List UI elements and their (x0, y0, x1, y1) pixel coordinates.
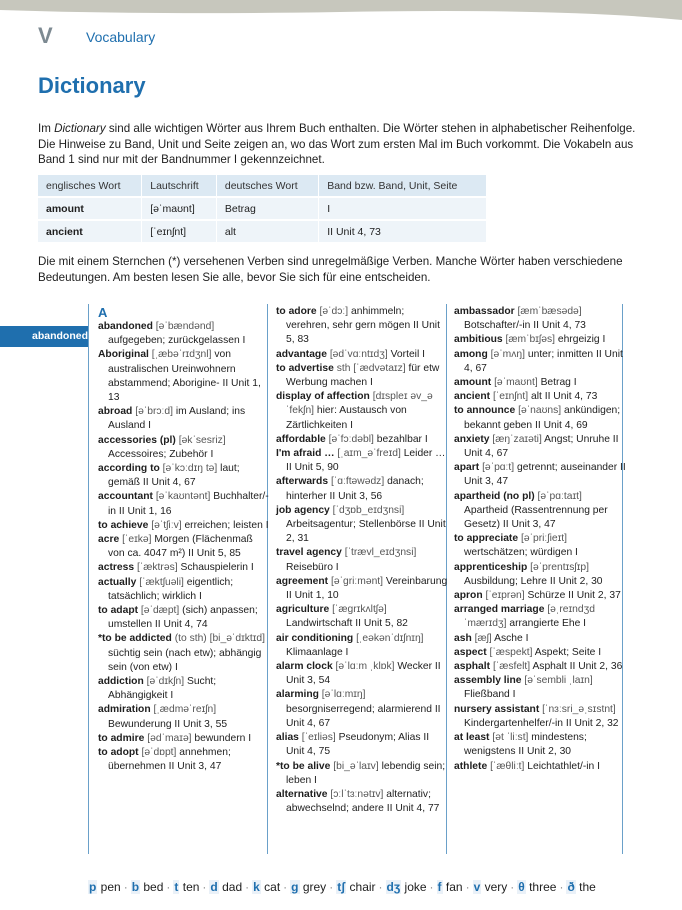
entry-word: ancient (454, 391, 491, 403)
entry-translation: süchtig sein (nach etw); abhängig sein (von etw) I (108, 647, 262, 673)
entry-translation: laut; gemäß II Unit 4, 67 (108, 463, 240, 489)
entry-phonetic: [ˈnɜːsri_əˌsɪstnt] (542, 703, 616, 715)
entry-phonetic: [æmˈbɪʃəs] (505, 334, 555, 346)
entry-word: arranged marriage (454, 604, 545, 616)
dictionary-entry (98, 519, 270, 533)
entry-phonetic: (to sth) [bi_əˈdɪktɪd] (174, 633, 266, 645)
entry-phonetic: sth [ˈædvətaɪz] (336, 362, 406, 374)
entry-translation: Landwirtschaft II Unit 5, 82 (286, 618, 408, 630)
entry-word: alarm clock (276, 661, 333, 673)
entry-phonetic: [æmˈbæsədə] (517, 306, 582, 317)
entry-translation: Reisebüro I (286, 561, 339, 573)
entry-word: apprenticeship (454, 561, 528, 573)
entry-translation: hier: Austausch von Zärtlichkeiten I (286, 405, 407, 431)
entry-translation: Fließband I (464, 689, 516, 701)
entry-translation: Sucht; Abhängigkeit I (108, 676, 217, 702)
entry-phonetic: [ˌædməˈreɪʃn] (153, 704, 217, 716)
dictionary-entry (454, 390, 626, 404)
entry-word: according to (98, 463, 160, 475)
footer-separator: · (329, 880, 334, 894)
table-cell-ref: II Unit 4, 73 (319, 220, 487, 243)
entry-translation: für etw Werbung machen I (286, 362, 440, 389)
entry-translation: getrennt; auseinander II Unit 3, 47 (464, 462, 626, 488)
dictionary-entry (454, 603, 626, 631)
footer-separator: · (283, 880, 288, 894)
dictionary-entry (276, 731, 448, 759)
entry-translation: von australischen Ureinwohnern abstammend; Aborigine- II Unit 1, 13 (108, 349, 261, 404)
entry-translation: Apartheid (Rassentrennung per Gesetz) II Unit 3, 47 (464, 504, 608, 531)
letter-heading: A (98, 305, 108, 320)
section-name: Vocabulary (86, 29, 156, 45)
entry-translation: Vereinbarung II Unit 1, 10 (286, 575, 448, 602)
dictionary-entry (98, 703, 270, 731)
phonetic-symbol: θ (518, 880, 525, 894)
entry-word: athlete (454, 760, 488, 772)
entry-word: afterwards (276, 476, 329, 488)
dictionary-entry (276, 546, 448, 574)
dictionary-entry (276, 575, 448, 603)
entry-phonetic: [əˈgriːmənt] (330, 575, 384, 587)
entry-phonetic: [dɪspleɪ əv_əˈfekʃn] (286, 391, 433, 417)
entry-word: to achieve (98, 519, 149, 531)
dictionary-entry (454, 490, 626, 533)
entry-translation: Aspekt; Seite I (534, 646, 602, 658)
dictionary-entry (454, 703, 626, 731)
dictionary-entry (454, 561, 626, 589)
phonetic-example-word: dad (218, 880, 243, 894)
entry-phonetic: [əˈlɑːmɪŋ] (321, 689, 366, 701)
footer-separator: · (245, 880, 250, 894)
entry-phonetic: [ˌæbəˈrɪdʒnl] (151, 349, 212, 361)
entry-translation: mindestens; wenigstens II Unit 2, 30 (464, 732, 587, 758)
phonetic-symbol: dʒ (386, 880, 401, 894)
entry-word: apron (454, 590, 483, 602)
entry-translation: Schauspielerin I (180, 562, 254, 574)
top-decorative-band (0, 0, 682, 26)
dictionary-entry (98, 576, 270, 604)
entry-phonetic: [ˈeɪkə] (122, 534, 152, 546)
entry-phonetic: [əˈbrɔːd] (135, 406, 173, 418)
entry-word: at least (454, 732, 490, 744)
entry-word: to announce (454, 405, 516, 417)
phonetic-symbol: tʃ (337, 880, 346, 894)
entry-phonetic: [ˈæsfelt] (492, 661, 531, 673)
section-letter: V (38, 23, 53, 48)
entry-translation: Buchhalter/-in II Unit 1, 16 (108, 491, 269, 517)
entry-word: ash (454, 632, 472, 644)
entry-translation: Pseudonym; Alias II Unit 4, 75 (286, 732, 430, 758)
entry-word: amount (454, 377, 492, 389)
dictionary-entry (276, 362, 448, 390)
dictionary-entry (98, 405, 270, 433)
phonetic-symbol: k (253, 880, 260, 894)
entry-phonetic: [əˈdɔː] (319, 306, 349, 317)
entry-word: agreement (276, 575, 329, 587)
dictionary-entry (98, 732, 270, 746)
entry-phonetic: [ˈæspekt] (489, 646, 533, 658)
dictionary-entry (276, 688, 448, 731)
entry-phonetic: [əˈbændənd] (155, 321, 215, 332)
entry-word: to adapt (98, 605, 139, 617)
entry-word: travel agency (276, 547, 342, 559)
phonetic-symbol: d (210, 880, 218, 894)
entry-phonetic: [ət ˈliːst] (492, 732, 529, 744)
entry-phonetic: [əˈfɔːdəbl] (328, 433, 374, 445)
table-cell-german: alt (216, 220, 318, 243)
table-header-row (38, 175, 487, 197)
dictionary-entry (454, 532, 626, 560)
entry-translation: Vorteil I (390, 348, 425, 360)
dictionary-entry (98, 490, 270, 518)
entry-word: assembly line (454, 675, 522, 687)
entry-phonetic: [əˈdɪkʃn] (146, 676, 185, 688)
table-row (38, 197, 487, 220)
entry-phonetic: [əˈprentɪsʃɪp] (530, 561, 589, 573)
entry-word: alternative (276, 788, 328, 800)
entry-translation: Klimaanlage I (286, 646, 349, 658)
entry-word: alias (276, 732, 299, 744)
entry-phonetic: [əˌreɪndʒd ˈmærɪdʒ] (464, 604, 595, 630)
entry-phonetic: [əˈkɔːdɪŋ tə] (162, 463, 218, 475)
entry-word: ambitious (454, 334, 503, 346)
entry-translation: annehmen; übernehmen II Unit 3, 47 (108, 747, 231, 773)
entry-translation: Betrag I (540, 377, 577, 389)
entry-phonetic: [bi_əˈlaɪv] (333, 760, 379, 772)
entry-translation: Kindergartenhelfer/-in II Unit 2, 32 (464, 717, 619, 729)
entry-phonetic: [əˈsembli ˌlaɪn] (524, 675, 593, 687)
example-table (38, 175, 487, 244)
phonetic-example-word: cat (260, 880, 281, 894)
entry-translation: ankündigen; bekannt geben II Unit 4, 69 (464, 405, 621, 431)
dictionary-column-1 (98, 305, 270, 775)
dictionary-entry (276, 504, 448, 547)
entry-translation: bewundern I (194, 732, 252, 744)
dictionary-entry (98, 561, 270, 575)
table-cell-ref: I (319, 197, 487, 220)
intro-text (38, 121, 638, 168)
dictionary-entry (276, 603, 448, 631)
entry-translation: Arbeitsagentur; Stellenbörse II Unit 2, 31 (286, 519, 446, 545)
entry-translation: Botschafter/-in II Unit 4, 73 (464, 320, 586, 332)
entry-translation: (sich) anpassen; umstellen II Unit 4, 74 (108, 605, 258, 631)
table-cell-word: ancient (38, 220, 142, 243)
entry-word: *to be alive (276, 760, 331, 772)
entry-word: to appreciate (454, 533, 519, 545)
dictionary-entry (454, 376, 626, 390)
entry-translation: ehrgeizig I (557, 334, 606, 346)
entry-phonetic: [ˈægrɪkʌltʃə] (332, 604, 387, 616)
thumb-index-tab: abandoned (0, 326, 88, 347)
dictionary-entry (454, 646, 626, 660)
table-cell-phonetic: [əˈmaʊnt] (142, 197, 217, 220)
table-cell-phonetic: [ˈeɪnʃnt] (142, 220, 217, 243)
entry-translation: Morgen (Flächenmaß von ca. 4047 m²) II Unit 5, 85 (108, 534, 253, 560)
entry-phonetic: [ˈtrævl_eɪdʒnsi] (344, 547, 417, 559)
entry-word: acre (98, 534, 120, 546)
entry-translation: arrangierte Ehe I (509, 618, 587, 630)
entry-word: aspect (454, 646, 487, 658)
dictionary-entry (98, 632, 270, 675)
footer-separator: · (465, 880, 470, 894)
entry-translation: Leider … II Unit 5, 90 (286, 448, 446, 474)
dictionary-entry (454, 674, 626, 702)
entry-word: to advertise (276, 362, 334, 374)
entry-phonetic: [əˈpɑːtaɪt] (537, 490, 582, 502)
entry-word: addiction (98, 676, 144, 688)
entry-translation: im Ausland; ins Ausland I (108, 406, 246, 432)
dictionary-entry (276, 632, 448, 660)
entry-word: actress (98, 562, 135, 574)
entry-word: nursery assistant (454, 703, 540, 715)
entry-word: to adore (276, 306, 317, 317)
entry-translation: aufgegeben; zurückgelassen I (108, 335, 246, 347)
table-row (38, 220, 487, 243)
dictionary-entry (454, 632, 626, 646)
entry-translation: lebendig sein; leben I (286, 760, 446, 786)
dictionary-entry (276, 447, 448, 475)
entry-translation: anhimmeln; verehren, sehr gern mögen II Unit 5, 83 (286, 306, 440, 346)
entry-word: job agency (276, 504, 330, 516)
phonetic-example-word: fan (442, 880, 463, 894)
entry-word: actually (98, 576, 137, 588)
entry-phonetic: [əˈdæpt] (140, 605, 180, 617)
dictionary-entry (98, 348, 270, 405)
entry-translation: alt II Unit 4, 73 (530, 391, 598, 403)
entry-word: apart (454, 462, 480, 474)
dictionary-entry (276, 348, 448, 362)
dictionary-entry (276, 390, 448, 433)
entry-phonetic: [ˈeɪnʃnt] (492, 391, 529, 403)
entry-phonetic: [ˈeɪprən] (485, 590, 525, 602)
phonetic-example-word: the (575, 880, 596, 894)
entry-translation: wertschätzen; würdigen I (464, 547, 578, 559)
phonetic-example-word: three (525, 880, 557, 894)
entry-word: Aboriginal (98, 349, 149, 361)
phonetic-example-word: bed (140, 880, 164, 894)
entry-word: advantage (276, 348, 327, 360)
dictionary-entry (454, 461, 626, 489)
entry-word: display of affection (276, 391, 370, 403)
entry-word: to admire (98, 732, 145, 744)
entry-phonetic: [əˈpɑːt] (482, 462, 515, 474)
entry-word: abandoned (98, 321, 153, 332)
dictionary-column-2 (276, 305, 448, 816)
phonetic-symbol: p (89, 880, 97, 894)
entry-translation: Angst; Unruhe II Unit 4, 67 (464, 433, 619, 460)
entry-phonetic: [ədˈvɑːntɪdʒ] (329, 348, 388, 360)
dictionary-entry (454, 731, 626, 759)
entry-word: I'm afraid … (276, 448, 335, 460)
entry-word: accountant (98, 491, 153, 503)
entry-word: air conditioning (276, 632, 354, 644)
entry-translation: Wecker II Unit 3, 54 (286, 661, 441, 687)
dictionary-entry (98, 462, 270, 490)
entry-word: apartheid (no pl) (454, 490, 535, 502)
entry-phonetic: [əˈpriːʃieɪt] (520, 533, 567, 545)
entry-phonetic: [əˈlɑːm ˌklɒk] (335, 661, 395, 673)
dictionary-entry (454, 660, 626, 674)
entry-translation: Schürze II Unit 2, 37 (527, 590, 621, 602)
entry-word: *to be addicted (98, 633, 172, 645)
entry-word: to adopt (98, 747, 139, 759)
dictionary-entry (98, 434, 270, 462)
dictionary-entry (454, 760, 626, 774)
footer-separator: · (559, 880, 564, 894)
entry-word: accessories (pl) (98, 434, 176, 446)
entry-word: agriculture (276, 604, 330, 616)
phonetic-symbol: t (174, 880, 179, 894)
table-header-cell: englisches Wort (38, 175, 142, 197)
dictionary-entry (98, 675, 270, 703)
entry-translation: Accessoires; Zubehör I (108, 448, 214, 460)
dictionary-entry (454, 305, 626, 333)
irregular-verbs-note: Die mit einem Sternchen (*) versehenen Verben sind unregelmäßige Verben. Manche Wörter haben verschiedene Bedeutungen. Am besten lesen Sie alle, bevor Sie sich für eine entscheiden. (38, 255, 623, 284)
entry-phonetic: [əˈmʌŋ] (490, 348, 525, 360)
phonetic-example-word: ten (179, 880, 200, 894)
entry-phonetic: [ədˈmaɪə] (147, 732, 192, 744)
intro-post: sind alle wichtigen Wörter aus Ihrem Buch enthalten. Die Wörter stehen in alphabetischer Reihenfolge. Die Hinweise zu Band, Unit und Seite zeigen an, wo das Wort zum ersten Mal im Buch vorkommt. Die Vokabeln aus Band 1 sind nur mit der Bandnummer I gekennzeichnet. (38, 122, 636, 166)
dictionary-entry (276, 760, 448, 788)
column-divider (88, 304, 89, 854)
entry-phonetic: [ˈæθliːt] (490, 760, 525, 772)
entry-word: alarming (276, 689, 319, 701)
entry-phonetic: [əˈnaʊns] (518, 405, 562, 417)
entry-phonetic: [əˈdɒpt] (141, 747, 177, 759)
footer-separator: · (510, 880, 515, 894)
entry-word: admiration (98, 704, 151, 716)
entry-phonetic: [ɔːlˈtɜːnətɪv] (330, 788, 384, 800)
footer-separator: · (378, 880, 383, 894)
entry-translation: Ausbildung; Lehre II Unit 2, 30 (464, 575, 603, 587)
phonetic-example-word: joke (401, 880, 427, 894)
entry-word: anxiety (454, 433, 490, 445)
entry-phonetic: [əˈmaʊnt] (494, 377, 538, 389)
entry-word: asphalt (454, 661, 491, 673)
dictionary-entry (98, 533, 270, 561)
dictionary-entry (454, 433, 626, 461)
entry-translation: danach; hinterher II Unit 3, 56 (286, 476, 424, 502)
entry-word: affordable (276, 433, 326, 445)
entry-translation: unter; inmitten II Unit 4, 67 (464, 348, 623, 374)
entry-translation: erreichen; leisten I (184, 519, 269, 531)
dictionary-entry (454, 348, 626, 376)
dictionary-entry (276, 660, 448, 688)
entry-phonetic: [ˌaɪm_əˈfreɪd] (337, 448, 401, 460)
dictionary-column-3 (454, 305, 626, 774)
entry-phonetic: [ˈdʒɒb_eɪdʒnsi] (332, 504, 405, 516)
dictionary-entry (454, 404, 626, 432)
footer-separator: · (123, 880, 128, 894)
footer-separator: · (166, 880, 171, 894)
intro-em: Dictionary (54, 122, 106, 135)
entry-translation: alternativ; abwechselnd; andere II Unit 4, 77 (286, 788, 440, 815)
entry-translation: eigentlich; tatsächlich; wirklich I (108, 576, 234, 602)
entry-phonetic: [əˈtʃiːv] (151, 519, 182, 531)
dictionary-entry (276, 305, 448, 348)
entry-word: ambassador (454, 306, 515, 317)
entry-translation: Asphalt II Unit 2, 36 (532, 661, 623, 673)
entry-phonetic: [ˈɑːftəwədz] (330, 476, 385, 488)
dictionary-entry (276, 788, 448, 816)
entry-translation: Asche I (494, 632, 529, 644)
phonetic-symbol: ð (567, 880, 575, 894)
dictionary-entry (276, 475, 448, 503)
dictionary-entry (98, 604, 270, 632)
table-header-cell: Lautschrift (142, 175, 217, 197)
entry-word: among (454, 348, 488, 360)
table-header-cell: deutsches Wort (216, 175, 318, 197)
page-title: Dictionary (38, 73, 146, 98)
dictionary-entry (454, 333, 626, 347)
table-header-cell: Band bzw. Band, Unit, Seite (319, 175, 487, 197)
entry-phonetic: [æŋˈzaɪəti] (492, 433, 542, 445)
dictionary-entry (98, 746, 270, 774)
entry-phonetic: [əˈkaʊntənt] (155, 491, 211, 503)
phonetic-example-word: very (481, 880, 508, 894)
entry-word: abroad (98, 406, 133, 418)
phonetic-example-word: grey (299, 880, 327, 894)
entry-phonetic: [ˈeɪliəs] (301, 732, 336, 744)
entry-translation: Bewunderung II Unit 3, 55 (108, 718, 228, 730)
phonetic-symbol: v (473, 880, 481, 894)
footer-separator: · (202, 880, 207, 894)
footer-separator: · (429, 880, 434, 894)
intro-pre: Im (38, 122, 55, 135)
entry-translation: besorgniserregend; alarmierend II Unit 4, 67 (286, 703, 441, 729)
phonetic-symbol: b (131, 880, 140, 894)
entry-phonetic: [əkˈsesriz] (178, 434, 226, 446)
phonetic-example-word: pen (97, 880, 121, 894)
dictionary-entry (454, 589, 626, 603)
phonetic-key-footer (88, 880, 596, 894)
entry-phonetic: [ˈæktʃuəli] (139, 576, 184, 588)
table-cell-german: Betrag (216, 197, 318, 220)
entry-phonetic: [ˌeəkənˈdɪʃnɪŋ] (356, 632, 424, 644)
phonetic-example-word: chair (346, 880, 376, 894)
dictionary-entry (276, 433, 448, 447)
entry-translation: Leichtathlet/-in I (527, 760, 600, 772)
table-cell-word: amount (38, 197, 142, 220)
dictionary-entry (98, 320, 270, 348)
entry-translation: bezahlbar I (376, 433, 428, 445)
phonetic-symbol: f (437, 880, 442, 894)
entry-phonetic: [ˈæktrəs] (136, 562, 178, 574)
phonetic-symbol: g (291, 880, 299, 894)
entry-phonetic: [æʃ] (474, 632, 492, 644)
